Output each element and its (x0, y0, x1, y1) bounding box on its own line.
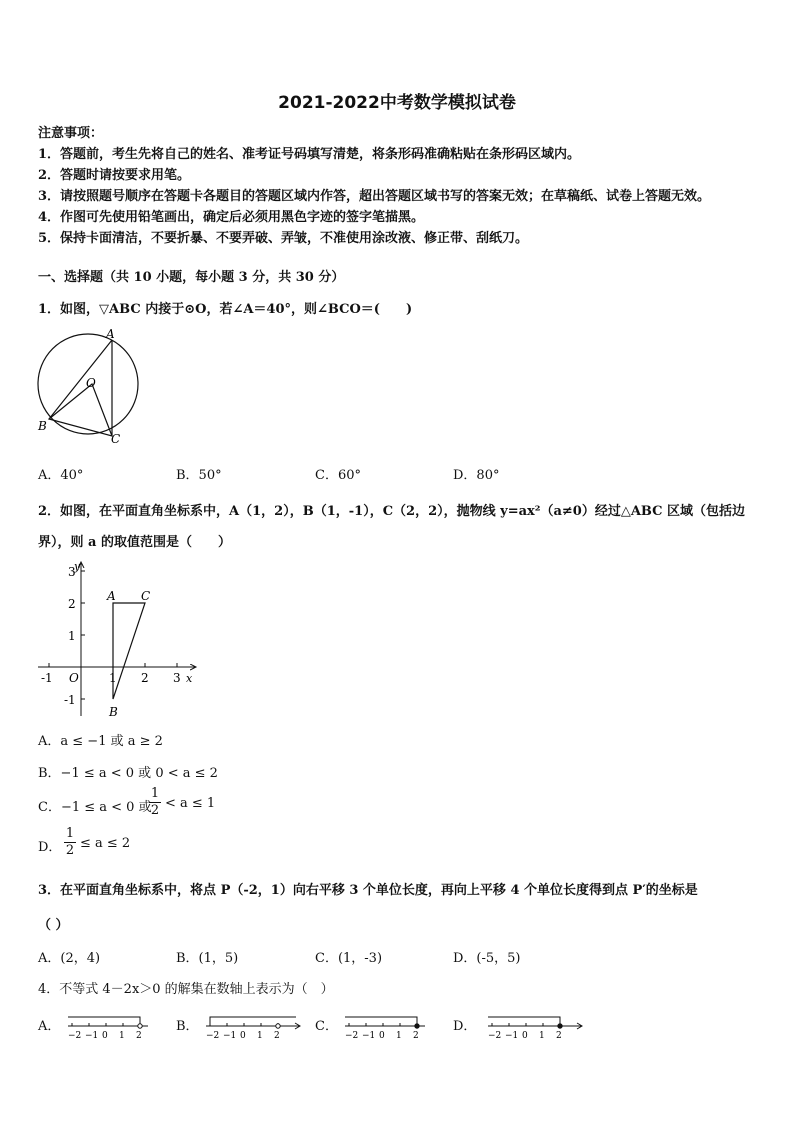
y-tick: -1 (64, 693, 76, 707)
option-c-suffix: < a ≤ 1 (165, 796, 216, 811)
notice-heading: 注意事项： (38, 126, 104, 141)
option-a[interactable]: A．a ≤ −1 或 a ≥ 2 (38, 734, 163, 749)
option-d[interactable]: D． (453, 1019, 477, 1034)
option-d-prefix: D． (38, 840, 62, 855)
question-2-stem-cont: 界），则 a 的取值范围是（ ） (38, 535, 231, 550)
endpoint-dot (415, 1024, 419, 1028)
tick-label: 2 (274, 1031, 280, 1041)
option-c[interactable]: C．(1，-3) (315, 951, 383, 966)
tick-label: 2 (413, 1031, 419, 1041)
section-heading: 一、选择题（共 10 小题，每小题 3 分，共 30 分） (38, 270, 345, 285)
question-3-stem: 3．在平面直角坐标系中，将点 P（-2，1）向右平移 3 个单位长度，再向上平移 4 个单位长度得到点 P′的坐标是 (38, 883, 698, 898)
coordinate-graph (34, 556, 204, 724)
tick-label: 1 (539, 1031, 545, 1041)
tick-label: −2 (488, 1031, 502, 1041)
point-A-label: A (107, 589, 116, 603)
tick-label: −1 (505, 1031, 519, 1041)
tick-label: −2 (68, 1031, 82, 1041)
x-tick: 2 (141, 671, 149, 685)
x-axis-label: x (186, 672, 193, 685)
point-C-label: C (141, 589, 151, 603)
question-1-stem: 1．如图，▽ABC 内接于⊙O，若∠A＝40°，则∠BCO＝( ) (38, 302, 413, 317)
tick-label: −1 (223, 1031, 237, 1041)
option-d[interactable]: D．80° (453, 468, 500, 483)
number-line-a (62, 1010, 162, 1042)
option-b[interactable]: B．50° (176, 468, 222, 483)
label-O: O (86, 376, 96, 390)
tick-label: 1 (257, 1031, 263, 1041)
label-B: B (38, 419, 47, 433)
tick-label: 1 (396, 1031, 402, 1041)
tick-label: −2 (345, 1031, 359, 1041)
option-a[interactable]: A． (38, 1019, 61, 1034)
y-tick: 3 (68, 565, 76, 579)
number-line-d (482, 1010, 592, 1042)
option-c[interactable]: C．60° (315, 468, 361, 483)
origin-label: O (69, 671, 79, 685)
option-d[interactable]: D．(-5，5) (453, 951, 521, 966)
option-d-suffix: ≤ a ≤ 2 (80, 836, 131, 851)
label-A: A (106, 327, 115, 341)
notice-item: 1．答题前，考生先将自己的姓名、准考证号码填写清楚，将条形码准确粘贴在条形码区域内。 (38, 147, 581, 162)
y-tick: 2 (68, 597, 76, 611)
tick-label: −1 (362, 1031, 376, 1041)
tick-label: 2 (556, 1031, 562, 1041)
notice-item: 4．作图可先使用铅笔画出，确定后必须用黑色字迹的签字笔描黑。 (38, 210, 425, 225)
tick-label: 0 (240, 1031, 246, 1041)
option-c-prefix: C．−1 ≤ a < 0 或 (38, 800, 152, 815)
fraction: 1 2 (150, 786, 160, 818)
question-3-paren: （ ） (38, 918, 69, 933)
option-b[interactable]: B． (176, 1019, 199, 1034)
x-tick: -1 (41, 671, 53, 685)
fraction: 1 2 (65, 826, 75, 858)
tick-label: 0 (522, 1031, 528, 1041)
y-axis-label: y (74, 560, 81, 573)
number-line-c (339, 1010, 439, 1042)
notice-item: 5．保持卡面清洁，不要折暴、不要弄破、弄皱，不准使用涂改液、修正带、刮纸刀。 (38, 231, 529, 246)
option-b[interactable]: B．(1，5) (176, 951, 239, 966)
endpoint-dot (558, 1024, 562, 1028)
notice-item: 3．请按照题号顺序在答题卡各题目的答题区域内作答，超出答题区域书写的答案无效；在草稿纸、试卷上答题无效。 (38, 189, 711, 204)
x-tick: 1 (109, 671, 117, 685)
endpoint-dot (276, 1024, 280, 1028)
label-C: C (111, 432, 121, 446)
notice-item: 2．答题时请按要求用笔。 (38, 168, 191, 183)
number-line-b (200, 1010, 310, 1042)
option-c[interactable]: C． (315, 1019, 338, 1034)
tick-label: 2 (136, 1031, 142, 1041)
tick-label: −2 (206, 1031, 220, 1041)
circle-figure (34, 326, 144, 446)
page-title: 2021-2022中考数学模拟试卷 (278, 93, 516, 113)
question-2-stem: 2．如图，在平面直角坐标系中，A（1，2），B（1，-1），C（2，2），抛物线 y=ax²（a≠0）经过△ABC 区域（包括边 (38, 504, 746, 519)
point-B-label: B (109, 705, 118, 719)
option-a[interactable]: A．40° (38, 468, 84, 483)
x-tick: 3 (173, 671, 181, 685)
option-b[interactable]: B．−1 ≤ a < 0 或 0 < a ≤ 2 (38, 766, 218, 781)
option-a[interactable]: A．(2，4) (38, 951, 101, 966)
tick-label: 0 (102, 1031, 108, 1041)
question-4-stem: 4．不等式 4－2x＞0 的解集在数轴上表示为（ ） (38, 982, 334, 997)
tick-label: 0 (379, 1031, 385, 1041)
endpoint-dot (138, 1024, 142, 1028)
y-tick: 1 (68, 629, 76, 643)
tick-label: −1 (85, 1031, 99, 1041)
tick-label: 1 (119, 1031, 125, 1041)
